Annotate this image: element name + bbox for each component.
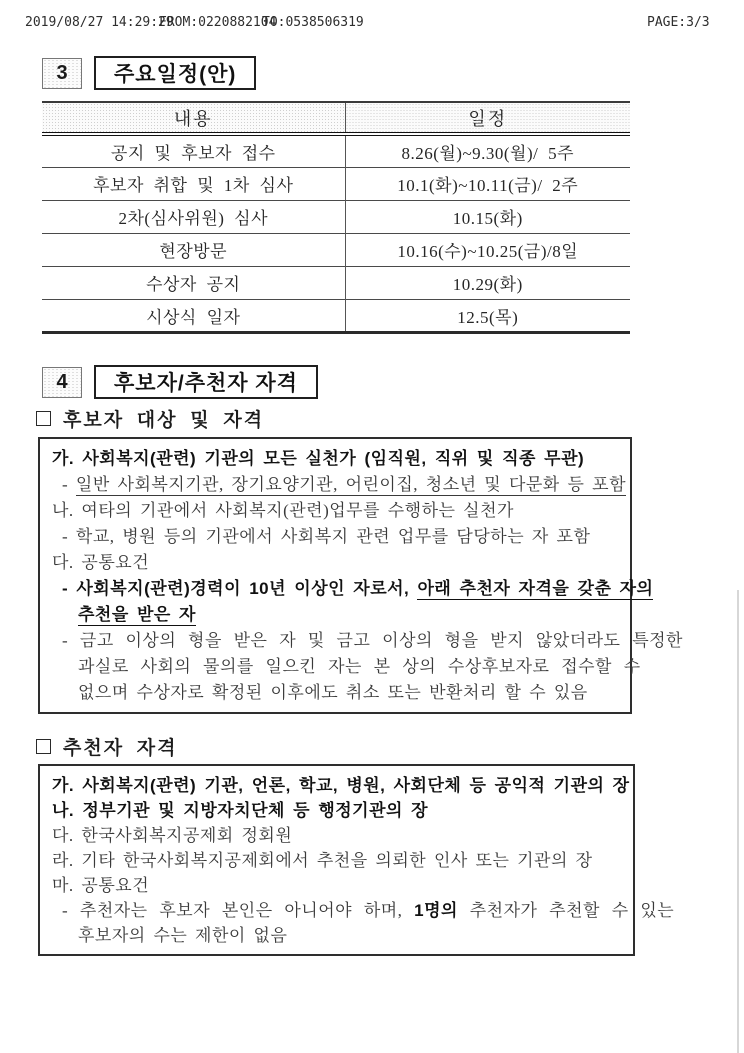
schedule-cell-date: 10.15(화) — [345, 200, 630, 233]
text-line — [52, 923, 621, 948]
schedule-cell-date: 10.1(화)~10.11(금)/ 2주 — [345, 167, 630, 200]
text-run: 없으며 수상자로 확정된 이후에도 취소 또는 반환처리 할 수 있음 — [78, 683, 588, 702]
text-run: - — [62, 475, 76, 494]
schedule-cell-date: 10.29(화) — [345, 266, 630, 299]
text-line — [52, 848, 621, 873]
schedule-cell-date: 12.5(목) — [345, 299, 630, 332]
schedule-cell-date: 8.26(월)~9.30(월)/ 5주 — [345, 134, 630, 167]
scan-artifact-line — [737, 590, 739, 1053]
fax-datetime: 2019/08/27 14:29:29 — [25, 15, 174, 30]
recommender-qualification-box — [38, 764, 675, 956]
fax-from-number: FROM:0220882104 — [159, 15, 277, 30]
schedule-header-content: 내용 — [42, 102, 345, 134]
schedule-cell-date: 10.16(수)~10.25(금)/8일 — [345, 233, 630, 266]
schedule-row — [42, 167, 630, 200]
text-line — [52, 498, 618, 524]
schedule-header-row — [42, 102, 630, 134]
schedule-row — [42, 266, 630, 299]
candidate-qualification-box — [38, 437, 683, 714]
fax-to-number: TO:0538506319 — [262, 15, 364, 30]
schedule-cell-content: 후보자 취합 및 1차 심사 — [42, 167, 345, 200]
text-run: 일반 사회복지기관, 장기요양기관, 어린이집, 청소년 및 다문화 등 포함 — [75, 475, 626, 494]
schedule-cell-content: 2차(심사위원) 심사 — [42, 200, 345, 233]
candidate-subheading — [36, 406, 264, 430]
schedule-cell-content: 시상식 일자 — [42, 299, 345, 332]
text-run: 다. 한국사회복지공제회 정회원 — [52, 826, 293, 845]
recommender-subheading-label: 추천자 자격 — [63, 737, 178, 759]
recommender-subheading — [36, 734, 178, 758]
text-line — [52, 823, 621, 848]
text-line — [52, 873, 621, 898]
text-line — [52, 524, 618, 550]
text-line — [52, 602, 618, 628]
text-line — [52, 576, 654, 602]
schedule-row — [42, 200, 630, 233]
text-run: 마. 공통요건 — [52, 876, 150, 895]
text-run: 가. 사회복지(관련) 기관, 언론, 학교, 병원, 사회단체 등 공익적 기관의 장 — [52, 776, 630, 795]
text-line — [52, 798, 621, 823]
text-run: 1명의 — [414, 901, 458, 920]
schedule-cell-content: 공지 및 후보자 접수 — [110, 143, 276, 163]
text-line — [52, 680, 618, 706]
schedule-header-date: 일정 — [345, 102, 630, 134]
square-bullet-icon — [36, 739, 51, 754]
text-run: 나. 정부기관 및 지방자치단체 등 행정기관의 장 — [52, 801, 429, 820]
schedule-row — [42, 233, 630, 266]
text-run: 아래 추천자 자격을 갖춘 자의 — [417, 579, 654, 598]
schedule-table — [42, 101, 630, 334]
text-run: - 학교, 병원 등의 기관에서 사회복지 관련 업무를 담당하는 자 포함 — [62, 527, 591, 546]
section3-number-badge: 3 — [42, 58, 82, 89]
text-run: 나. 여타의 기관에서 사회복지(관련)업무를 수행하는 실천가 — [52, 501, 514, 520]
section4-number-badge: 4 — [42, 367, 82, 398]
text-run: 추천자가 추천할 수 있는 — [457, 901, 675, 920]
text-run: 라. 기타 한국사회복지공제회에서 추천을 의뢰한 인사 또는 기관의 장 — [52, 851, 593, 870]
text-line — [52, 898, 675, 923]
text-run: 과실로 사회의 물의를 일으킨 자는 본 상의 수상후보자로 접수할 수 — [78, 657, 641, 676]
text-run: - 금고 이상의 형을 받은 자 및 금고 이상의 형을 받지 않았더라도 특정한 — [62, 631, 683, 650]
section4-title: 후보자/추천자 자격 — [94, 365, 318, 399]
schedule-table-body — [42, 134, 630, 332]
text-run: 다. 공통요건 — [52, 553, 150, 572]
candidate-subheading-label: 후보자 대상 및 자격 — [63, 409, 265, 431]
text-line — [52, 472, 626, 498]
text-run: 추천을 받은 자 — [78, 605, 196, 624]
square-bullet-icon — [36, 411, 51, 426]
section3-title: 주요일정(안) — [94, 56, 256, 90]
text-run: - 사회복지(관련)경력이 10년 이상인 자로서, — [62, 579, 418, 598]
text-run: 후보자의 수는 제한이 없음 — [78, 926, 288, 945]
text-line — [52, 773, 630, 798]
schedule-row — [42, 134, 630, 167]
text-line — [52, 550, 618, 576]
fax-page-count: PAGE:3/3 — [647, 15, 710, 30]
text-line — [52, 654, 641, 680]
text-run: 가. 사회복지(관련) 기관의 모든 실천가 (임직원, 직위 및 직종 무관) — [52, 449, 585, 468]
schedule-cell-content: 현장방문 — [42, 233, 345, 266]
schedule-cell-content: 수상자 공지 — [42, 266, 345, 299]
schedule-row — [42, 299, 630, 332]
text-line — [52, 628, 683, 654]
text-line — [52, 446, 618, 472]
text-run: - 추천자는 후보자 본인은 아니어야 하며, — [62, 901, 415, 920]
fax-header — [0, 15, 744, 33]
